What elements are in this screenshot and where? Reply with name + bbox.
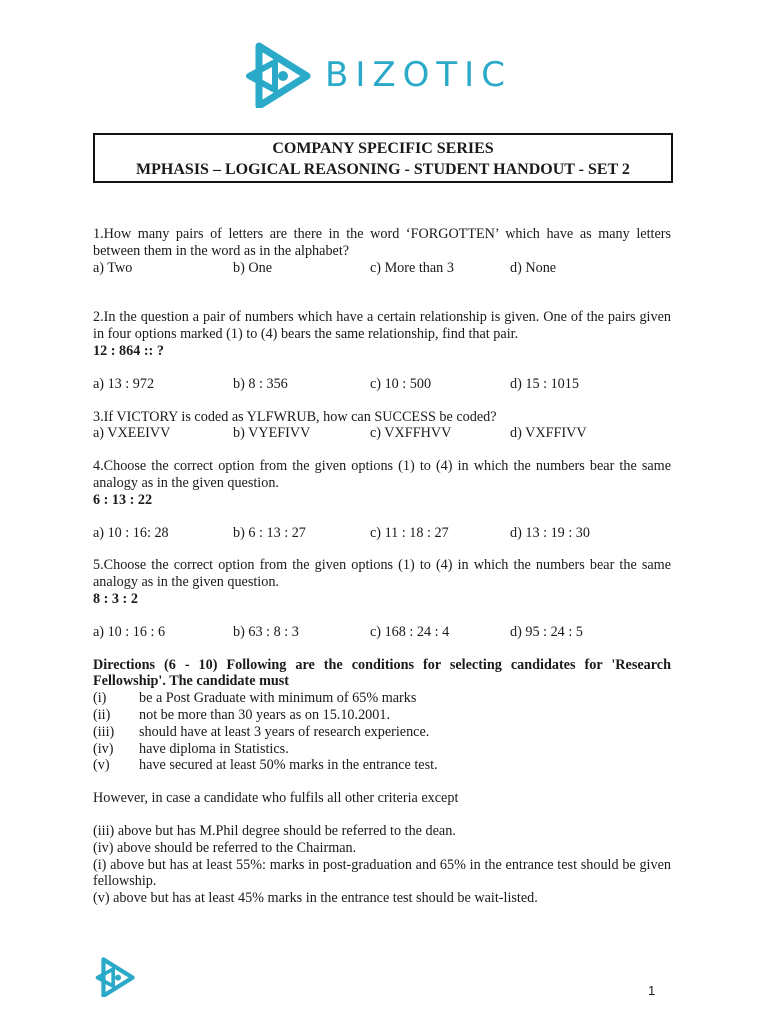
option-a: a) 10 : 16: 28 [93,524,169,541]
however-text: However, in case a candidate who fulfils all other criteria except [93,790,459,807]
exception-item: (iv) above should be referred to the Chairman. [93,839,357,856]
option-d: d) 15 : 1015 [510,375,579,392]
option-b: b) 6 : 13 : 27 [233,524,306,541]
exception-item: (iii) above but has M.Phil degree should be referred to the dean. [93,822,456,839]
title-line-2: MPHASIS – LOGICAL REASONING - STUDENT HANDOUT - SET 2 [136,161,630,178]
condition-item [93,741,671,758]
option-a: a) 13 : 972 [93,375,155,392]
condition-numeral: (ii) [93,706,111,723]
question-1-options [93,260,671,277]
option-b: b) One [233,259,273,276]
question-number: 3. [93,408,104,425]
condition-numeral: (iv) [93,740,114,757]
question-2-given: 12 : 864 :: ? [93,342,164,359]
question-text: Choose the correct option from the given options (1) to (4) in which the numbers bear the same analogy as in the given question. [93,458,671,491]
handout-content [93,226,671,907]
option-a: a) 10 : 16 : 6 [93,623,166,640]
option-d: d) 13 : 19 : 30 [510,524,590,541]
question-number: 5. [93,557,104,574]
question-4-options [93,525,671,542]
condition-numeral: (iii) [93,723,115,740]
handout-title-box [93,133,673,183]
condition-numeral: (i) [93,690,107,707]
question-3-options [93,425,671,442]
option-d: d) VXFFIVV [510,425,587,442]
page-number: 1 [648,983,656,998]
question-4 [93,458,671,492]
brand-name: BIZOTIC [325,55,512,95]
question-text: Choose the correct option from the given options (1) to (4) in which the numbers bear the same analogy as in the given question. [93,557,671,591]
option-b: b) 8 : 356 [233,375,288,392]
condition-text: have diploma in Statistics. [139,740,289,757]
question-number: 1. [93,226,104,242]
condition-item [93,757,671,774]
question-text: If VICTORY is coded as YLFWRUB, how can SUCCESS be coded? [103,408,497,425]
option-a: a) Two [93,259,133,276]
question-2 [93,309,671,343]
question-text: How many pairs of letters are there in the word ‘FORGOTTEN’ which have as many letters between them in the word as in the alphabet? [93,226,671,259]
question-5 [93,557,671,591]
question-number: 2. [93,309,104,326]
condition-text: should have at least 3 years of research experience. [139,723,430,740]
condition-item [93,707,671,724]
condition-item [93,724,671,741]
question-2-options [93,376,671,393]
exception-item: (i) above but has at least 55%: marks in post-graduation and 65% in the entrance test should be given fellowship. [93,856,671,890]
option-d: d) None [510,259,557,276]
brand-logo [245,42,512,108]
option-c: c) 10 : 500 [370,375,432,392]
question-1 [93,226,671,260]
question-5-given: 8 : 3 : 2 [93,590,138,607]
condition-text: not be more than 30 years as on 15.10.2001. [139,706,390,723]
option-c: c) 11 : 18 : 27 [370,524,449,541]
question-5-options [93,624,671,641]
condition-text: have secured at least 50% marks in the entrance test. [139,757,438,774]
option-a: a) VXEEIVV [93,425,171,442]
condition-item [93,690,671,707]
footer-logo [95,957,135,1002]
question-text: In the question a pair of numbers which have a certain relationship is given. One of the pairs given in four options marked (1) to (4) bears the same relationship, find that pair. [93,309,671,343]
directions-heading: Directions (6 - 10) Following are the conditions for selecting candidates for 'Research Fellowship'. The candidate must [93,656,671,690]
exception-item: (v) above but has at least 45% marks in the entrance test should be wait-listed. [93,890,538,907]
condition-numeral: (v) [93,757,110,774]
question-number: 4. [93,458,104,475]
question-3 [93,409,671,426]
option-b: b) VYEFIVV [233,425,311,442]
bizotic-logo-icon [245,42,311,108]
option-d: d) 95 : 24 : 5 [510,623,583,640]
question-4-given: 6 : 13 : 22 [93,491,153,508]
option-c: c) 168 : 24 : 4 [370,623,450,640]
bizotic-logo-icon [95,957,135,997]
condition-text: be a Post Graduate with minimum of 65% marks [139,690,417,707]
option-c: c) VXFFHVV [370,425,452,442]
option-c: c) More than 3 [370,259,454,276]
title-line-1: COMPANY SPECIFIC SERIES [272,140,494,157]
option-b: b) 63 : 8 : 3 [233,623,299,640]
